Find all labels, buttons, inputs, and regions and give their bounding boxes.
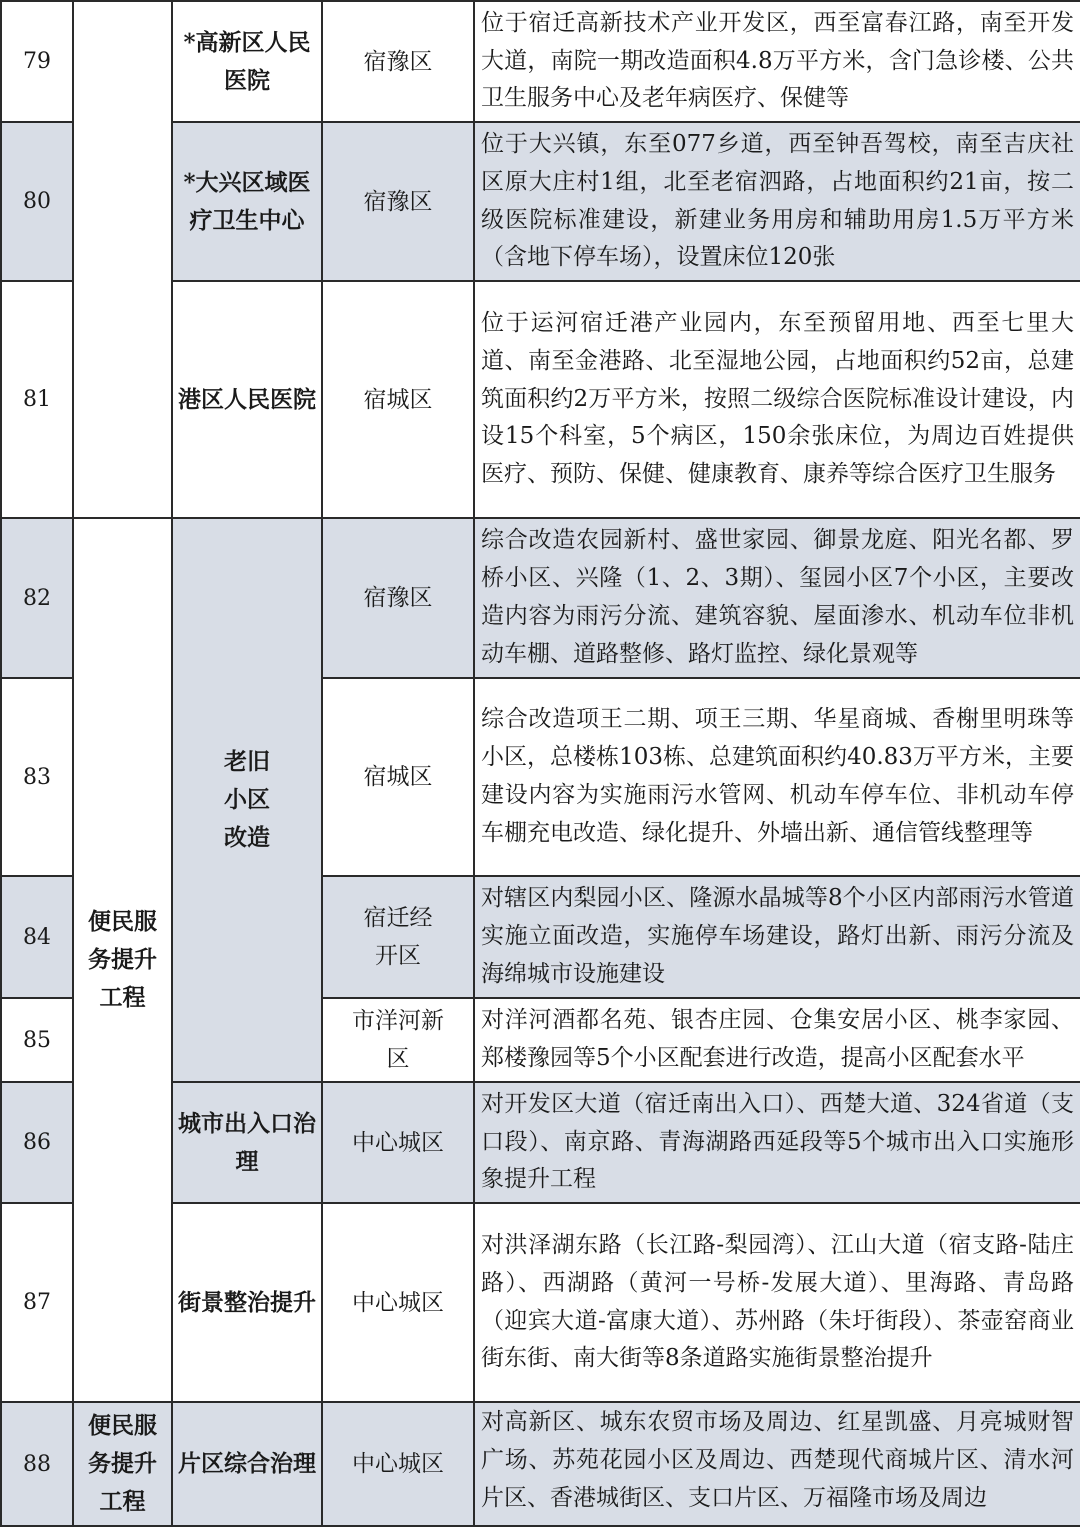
description-cell: 综合改造农园新村、盛世家园、御景龙庭、阳光名都、罗桥小区、兴隆（1、2、3期）、玺园小区7个小区，主要改造内容为雨污分流、建筑容貌、屋面渗水、机动车位非机动车棚、道路整修、路灯监控、绿化景观等	[474, 518, 1080, 678]
category-cell: 便民服务提升工程	[73, 518, 172, 1402]
area-cell: 宿豫区	[322, 122, 474, 281]
area-cell: 中心城区	[322, 1082, 474, 1203]
row-number: 80	[1, 122, 73, 281]
area-cell: 市洋河新区	[322, 998, 474, 1082]
description-cell: 对辖区内梨园小区、隆源水晶城等8个小区内部雨污水管道实施立面改造，实施停车场建设，路灯出新、雨污分流及海绵城市设施建设	[474, 876, 1080, 998]
row-number: 83	[1, 678, 73, 876]
description-cell: 位于宿迁高新技术产业开发区，西至富春江路，南至开发大道，南院一期改造面积4.8万平方米，含门急诊楼、公共卫生服务中心及老年病医疗、保健等	[474, 1, 1080, 122]
row-number: 86	[1, 1082, 73, 1203]
category-cell: 便民服务提升工程	[73, 1402, 172, 1526]
row-number: 85	[1, 998, 73, 1082]
table-row	[1, 1, 1080, 122]
area-cell: 宿迁经开区	[322, 876, 474, 998]
project-name: 城市出入口治理	[172, 1082, 322, 1203]
area-cell: 中心城区	[322, 1203, 474, 1402]
area-cell: 中心城区	[322, 1402, 474, 1526]
row-number: 88	[1, 1402, 73, 1526]
project-name: *大兴区域医疗卫生中心	[172, 122, 322, 281]
project-name: *高新区人民医院	[172, 1, 322, 122]
row-number: 87	[1, 1203, 73, 1402]
description-cell: 位于大兴镇，东至077乡道，西至钟吾驾校，南至吉庆社区原大庄村1组，北至老宿泗路，占地面积约21亩，按二级医院标准建设，新建业务用房和辅助用房1.5万平方米（含地下停车场），设置床位120张	[474, 122, 1080, 281]
project-name: 街景整治提升	[172, 1203, 322, 1402]
project-name: 片区综合治理	[172, 1402, 322, 1526]
category-cell-empty	[73, 1, 172, 518]
area-cell: 宿城区	[322, 281, 474, 518]
table-row	[1, 518, 1080, 678]
description-cell: 对开发区大道（宿迁南出入口）、西楚大道、324省道（支口段）、南京路、青海湖路西延段等5个城市出入口实施形象提升工程	[474, 1082, 1080, 1203]
description-cell: 位于运河宿迁港产业园内，东至预留用地、西至七里大道、南至金港路、北至湿地公园，占地面积约52亩，总建筑面积约2万平方米，按照二级综合医院标准设计建设，内设15个科室，5个病区，150余张床位，为周边百姓提供医疗、预防、保健、健康教育、康养等综合医疗卫生服务	[474, 281, 1080, 518]
area-cell: 宿豫区	[322, 1, 474, 122]
description-cell: 对洪泽湖东路（长江路-梨园湾）、江山大道（宿支路-陆庄路）、西湖路（黄河一号桥-发展大道）、里海路、青岛路（迎宾大道-富康大道）、苏州路（朱圩街段）、茶壶窑商业街东街、南大街等8条道路实施街景整治提升	[474, 1203, 1080, 1402]
row-number: 79	[1, 1, 73, 122]
row-number: 82	[1, 518, 73, 678]
row-number: 84	[1, 876, 73, 998]
description-cell: 综合改造项王二期、项王三期、华星商城、香榭里明珠等小区，总楼栋103栋、总建筑面积约40.83万平方米，主要建设内容为实施雨污水管网、机动车停车位、非机动车停车棚充电改造、绿化提升、外墙出新、通信管线整理等	[474, 678, 1080, 876]
area-cell: 宿城区	[322, 678, 474, 876]
description-cell: 对洋河酒都名苑、银杏庄园、仓集安居小区、桃李家园、郑楼豫园等5个小区配套进行改造，提高小区配套水平	[474, 998, 1080, 1082]
project-name: 港区人民医院	[172, 281, 322, 518]
table-row	[1, 1402, 1080, 1526]
row-number: 81	[1, 281, 73, 518]
project-name: 老旧小区改造	[172, 518, 322, 1082]
description-cell: 对高新区、城东农贸市场及周边、红星凯盛、月亮城财智广场、苏苑花园小区及周边、西楚现代商城片区、清水河片区、香港城街区、支口片区、万福隆市场及周边	[474, 1402, 1080, 1526]
area-cell: 宿豫区	[322, 518, 474, 678]
